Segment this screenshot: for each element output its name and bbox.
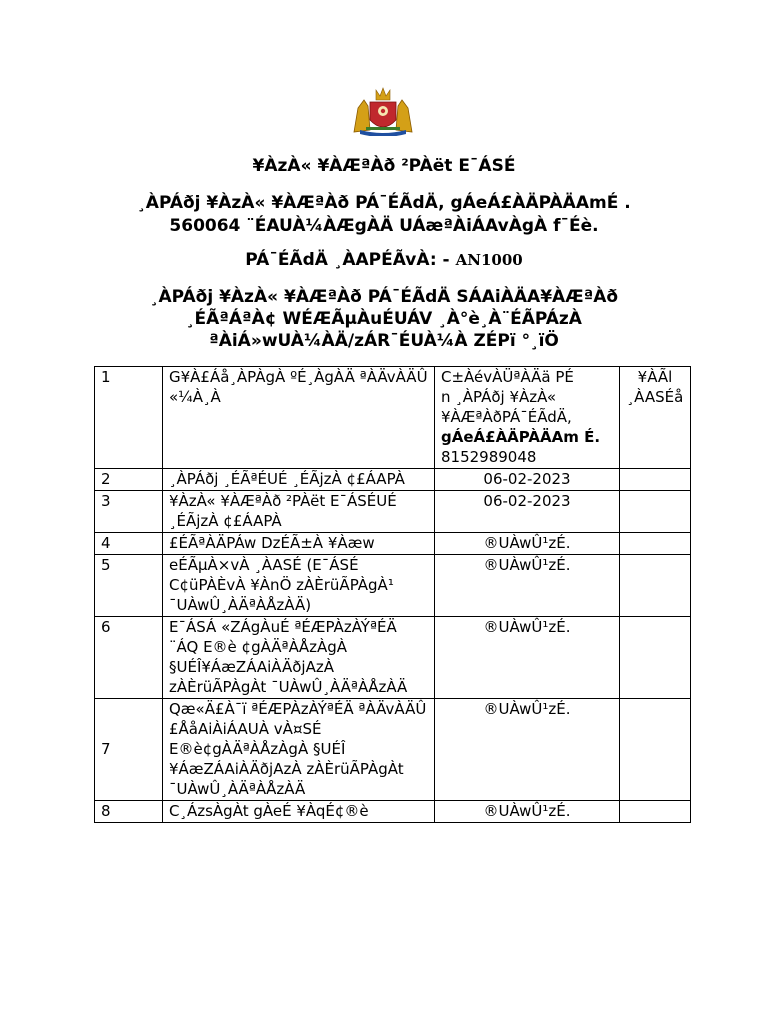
table-row — [95, 699, 691, 801]
checklist-subtitle-line1: ¸ÀPÁðj ¥ÀzÀ« ¥ÀÆªÀð PÁ¯ÉÃdÄ SÁAiÀÄA¥ÀÆªÀð — [149, 287, 619, 307]
row-number: 6 — [95, 617, 163, 699]
table-row — [95, 617, 691, 699]
row-description: £ÉÃªÀÄPÁw DzÉÃ±À ¥Àæw — [163, 533, 435, 555]
row-description: E¯ÁSÁ «ZÁgÀuÉ ªÉÆPÀzÀÝªÉÄ ¨ÁQ E®è ¢gÀÄªÀÅzÀgÀ §UÉÎ¥ÁæZÁAiÀÄðjAzÀ zÀÈrüÃPÀgÀt ¯UÀwÛ¸ÀÄªÀÅzÀÄ — [163, 617, 435, 699]
row-value: ®UÀwÛ¹zÉ. — [435, 801, 620, 823]
row-value: ®UÀwÛ¹zÉ. — [435, 699, 620, 801]
row-value: 06-02-2023 — [435, 491, 620, 533]
row-description: ¥ÀzÀ« ¥ÀÆªÀð ²PÀët E¯ÁSÉUÉ ¸ÉÃjzÀ ¢£ÁAPÀ — [163, 491, 435, 533]
table-row — [95, 469, 691, 491]
lecturer-name-line4: gÁeÁ£ÀÄPÀÄAm É. — [441, 428, 601, 446]
row-extra-empty — [620, 555, 691, 617]
department-title: ¥ÀzÀ« ¥ÀÆªÀð ²PÀët E¯ÁSÉ — [252, 156, 516, 176]
row-extra-empty — [620, 801, 691, 823]
table-row — [95, 801, 691, 823]
checklist-subtitle-line2: ¸ÉÃªÁªÀ¢ WÉÆÃµÀuÉUÁV ¸À°è¸À¨ÉÃPÁzÀ — [186, 309, 582, 329]
lecturer-name-line2: n ¸ÀPÁðj ¥ÀzÀ« — [441, 388, 557, 406]
college-address-line1: ¸ÀPÁðj ¥ÀzÀ« ¥ÀÆªÀð PÁ¯ÉÃdÄ, gÁeÁ£ÀÄPÀÄAmÉ . — [137, 193, 631, 213]
row-extra-empty — [620, 533, 691, 555]
lecturer-name-line3: ¥ÀÆªÀðPÁ¯ÉÃdÄ, — [441, 408, 572, 426]
karnataka-emblem-logo — [350, 86, 416, 136]
row-value — [435, 367, 620, 469]
row-extra-empty — [620, 491, 691, 533]
checklist-table — [94, 366, 691, 823]
college-address-line2: 560064 ¨ÉAUÀ¼ÀÆgÀÄ UÁæªÀiÁAvÀgÀ f¯Éè. — [169, 216, 599, 236]
row-number: 7 — [95, 699, 163, 801]
row-value: 06-02-2023 — [435, 469, 620, 491]
row-description: eÉÃµÀ×vÀ ¸ÀASÉ (E¯ÁSÉ C¢üPÀÈvÀ ¥ÀnÖ zÀÈrüÃPÀgÀ¹ ¯UÀwÛ¸ÀÄªÀÅzÀÄ) — [163, 555, 435, 617]
row-value: ®UÀwÛ¹zÉ. — [435, 617, 620, 699]
row-description: ¸ÀPÁðj ¸ÉÃªÉUÉ ¸ÉÃjzÀ ¢£ÁAPÀ — [163, 469, 435, 491]
row-number: 3 — [95, 491, 163, 533]
lecturer-name-line1: C±ÀévÀÜªÀÄä PÉ — [441, 368, 574, 386]
row-number: 4 — [95, 533, 163, 555]
row-description: C¸ÁzsÀgÀt gÀeÉ ¥ÀqÉ¢®è — [163, 801, 435, 823]
row-description: Qæ«Ä£À¯ï ªÉÆPÀzÀÝªÉÄ ªÀÄvÀÄÛ £ÅåAiÀiÁAUÀ vÀ¤SÉ E®è¢gÀÄªÀÅzÀgÀ §UÉÎ ¥ÁæZÁAiÀÄðjAzÀ zÀÈrüÃPÀgÀt ¯UÀwÛ¸ÀÄªÀÅzÀÄ — [163, 699, 435, 801]
checklist-subtitle-line3: ªÀiÁ»wUÀ¼ÀÄ/zÁR¯ÉUÀ¼À ZÉPï °¸ïÖ — [209, 331, 559, 351]
college-code-label: PÁ¯ÉÃdÄ ¸ÀAPÉÃvÀ: - — [245, 250, 450, 270]
row-value: ®UÀwÛ¹zÉ. — [435, 555, 620, 617]
row-number: 2 — [95, 469, 163, 491]
row-value: ®UÀwÛ¹zÉ. — [435, 533, 620, 555]
row-extra-empty — [620, 469, 691, 491]
college-code-value: AN1000 — [455, 251, 523, 269]
row-extra-empty — [620, 699, 691, 801]
table-row — [95, 367, 691, 469]
row-description: G¥À£Áå¸ÀPÀgÀ ºÉ¸ÀgÀÄ ªÀÄvÀÄÛ «¼À¸À — [163, 367, 435, 469]
table-row — [95, 555, 691, 617]
row-extra-empty — [620, 617, 691, 699]
table-row — [95, 533, 691, 555]
row-number: 8 — [95, 801, 163, 823]
row-extra: ¥ÀÃl ¸ÀASÉå — [620, 367, 691, 469]
college-code-line — [0, 250, 768, 270]
row-number: 5 — [95, 555, 163, 617]
table-row — [95, 491, 691, 533]
row-number: 1 — [95, 367, 163, 469]
lecturer-phone: 8152989048 — [441, 448, 537, 466]
